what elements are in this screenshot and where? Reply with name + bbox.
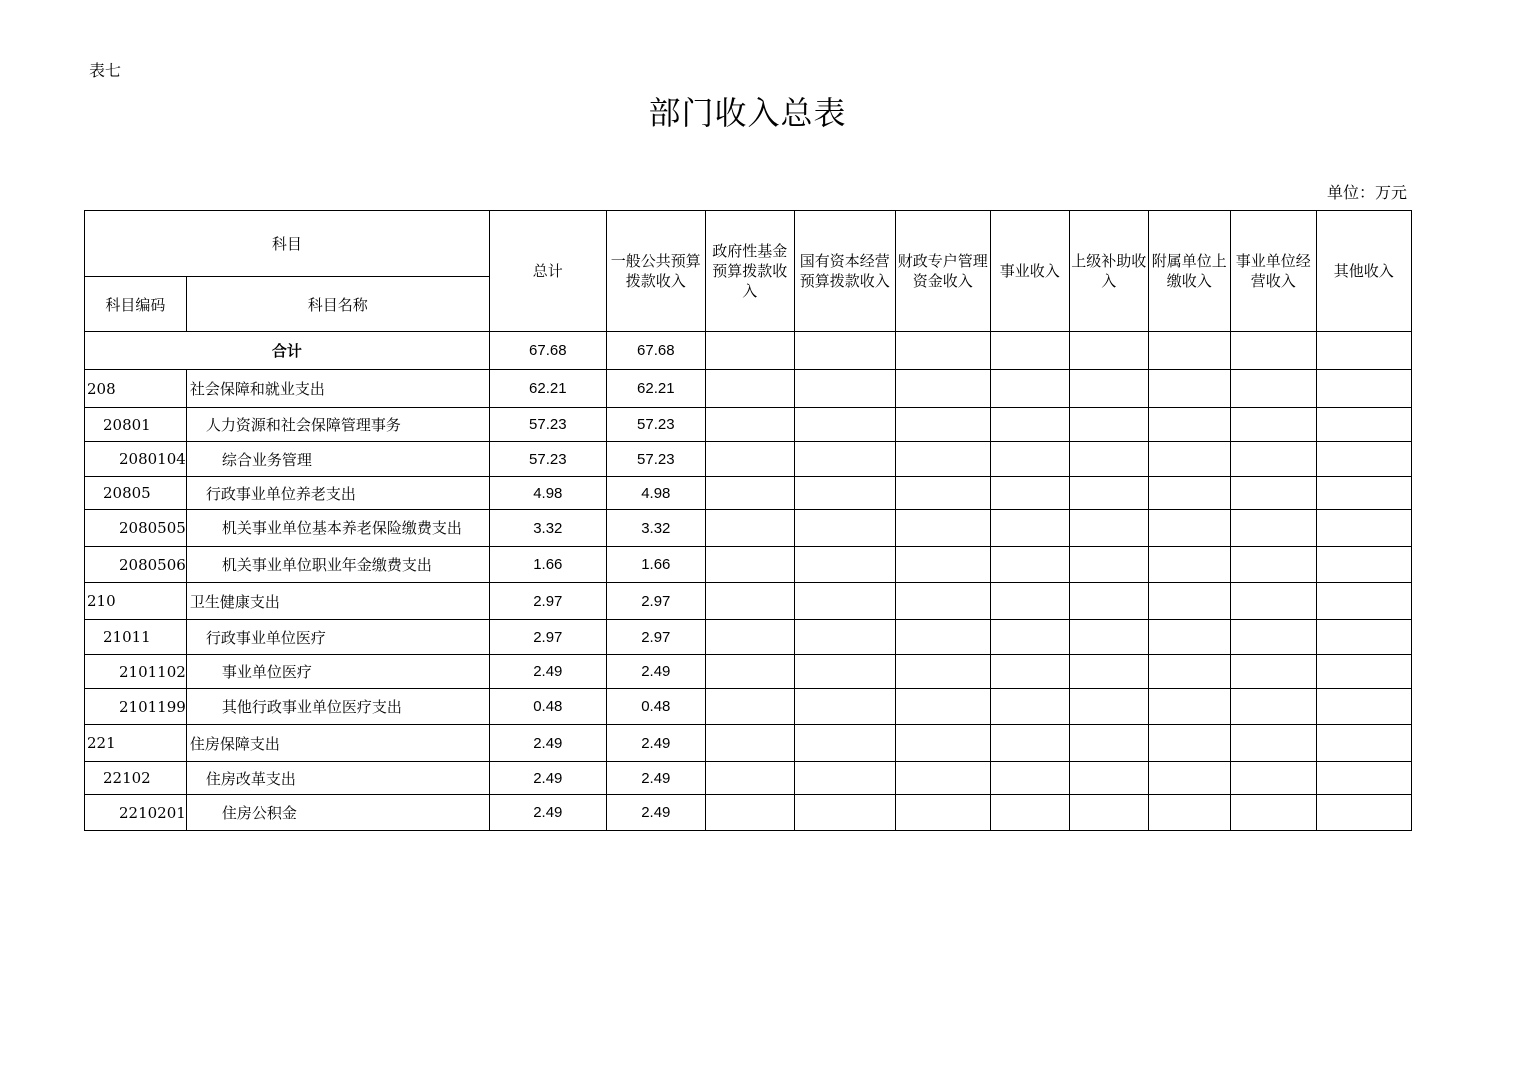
total-cell: 2.49 <box>489 795 606 831</box>
empty-cell <box>1230 620 1316 655</box>
total-cell: 62.21 <box>489 370 606 408</box>
table-row <box>85 620 1412 655</box>
total-cell: 0.48 <box>489 689 606 725</box>
subject-code-header: 科目编码 <box>85 277 187 332</box>
empty-cell <box>1316 795 1411 831</box>
empty-cell <box>1069 655 1148 689</box>
subject-code-cell: 2080506 <box>85 547 187 583</box>
subject-name-cell: 行政事业单位医疗 <box>186 620 489 655</box>
empty-cell <box>705 408 794 442</box>
empty-cell <box>1230 762 1316 795</box>
empty-cell <box>1148 547 1230 583</box>
empty-cell <box>794 620 895 655</box>
general-budget-cell: 3.32 <box>606 510 705 547</box>
empty-cell <box>705 620 794 655</box>
empty-cell <box>794 408 895 442</box>
column-header-superior-subsidy: 上级补助收入 <box>1069 211 1148 332</box>
total-cell: 2.97 <box>489 620 606 655</box>
empty-cell <box>895 370 990 408</box>
empty-cell <box>1069 510 1148 547</box>
empty-cell <box>895 795 990 831</box>
table-row <box>85 477 1412 510</box>
subject-name-cell: 机关事业单位职业年金缴费支出 <box>186 547 489 583</box>
empty-cell <box>1148 510 1230 547</box>
subject-code-cell: 2080505 <box>85 510 187 547</box>
empty-cell <box>990 762 1069 795</box>
empty-cell <box>895 583 990 620</box>
subject-name-cell: 行政事业单位养老支出 <box>186 477 489 510</box>
empty-cell <box>990 510 1069 547</box>
empty-cell <box>1230 583 1316 620</box>
table-row <box>85 655 1412 689</box>
empty-cell <box>1316 408 1411 442</box>
column-header-total: 总计 <box>489 211 606 332</box>
subject-code-cell: 22102 <box>85 762 187 795</box>
empty-cell <box>1316 442 1411 477</box>
table-row <box>85 689 1412 725</box>
subject-code-cell: 21011 <box>85 620 187 655</box>
general-budget-cell: 1.66 <box>606 547 705 583</box>
column-header-affiliated-unit: 附属单位上缴收入 <box>1148 211 1230 332</box>
income-summary-table <box>84 210 1412 831</box>
table-row <box>85 583 1412 620</box>
general-budget-cell: 2.49 <box>606 725 705 762</box>
empty-cell <box>1069 762 1148 795</box>
empty-cell <box>705 547 794 583</box>
empty-cell <box>705 655 794 689</box>
table-row <box>85 442 1412 477</box>
empty-cell <box>794 762 895 795</box>
empty-cell <box>794 332 895 370</box>
header-row-top <box>85 211 1412 277</box>
empty-cell <box>1148 689 1230 725</box>
empty-cell <box>705 689 794 725</box>
empty-cell <box>1069 408 1148 442</box>
empty-cell <box>1230 442 1316 477</box>
column-header-special-account: 财政专户管理资金收入 <box>895 211 990 332</box>
empty-cell <box>1069 689 1148 725</box>
empty-cell <box>895 689 990 725</box>
empty-cell <box>1069 477 1148 510</box>
total-row-label: 合计 <box>85 332 490 370</box>
empty-cell <box>1230 510 1316 547</box>
subject-code-cell: 2080104 <box>85 442 187 477</box>
empty-cell <box>1148 370 1230 408</box>
empty-cell <box>1316 689 1411 725</box>
total-row-general-budget: 67.68 <box>606 332 705 370</box>
empty-cell <box>990 547 1069 583</box>
table-row <box>85 725 1412 762</box>
subject-code-cell: 20805 <box>85 477 187 510</box>
empty-cell <box>1230 795 1316 831</box>
unit-label: 单位：万元 <box>1326 183 1407 202</box>
empty-cell <box>990 620 1069 655</box>
empty-cell <box>990 583 1069 620</box>
empty-cell <box>1148 583 1230 620</box>
empty-cell <box>1230 477 1316 510</box>
general-budget-cell: 4.98 <box>606 477 705 510</box>
column-header-gov-fund: 政府性基金预算拨款收入 <box>705 211 794 332</box>
empty-cell <box>1316 583 1411 620</box>
total-cell: 3.32 <box>489 510 606 547</box>
empty-cell <box>794 583 895 620</box>
subject-name-cell: 事业单位医疗 <box>186 655 489 689</box>
subject-name-cell: 住房改革支出 <box>186 762 489 795</box>
empty-cell <box>895 725 990 762</box>
empty-cell <box>794 442 895 477</box>
empty-cell <box>1230 725 1316 762</box>
empty-cell <box>990 477 1069 510</box>
empty-cell <box>1069 370 1148 408</box>
general-budget-cell: 2.49 <box>606 655 705 689</box>
empty-cell <box>794 795 895 831</box>
empty-cell <box>990 725 1069 762</box>
empty-cell <box>1316 477 1411 510</box>
empty-cell <box>1148 332 1230 370</box>
empty-cell <box>705 442 794 477</box>
empty-cell <box>1069 725 1148 762</box>
empty-cell <box>1230 655 1316 689</box>
empty-cell <box>1148 442 1230 477</box>
subject-name-cell: 机关事业单位基本养老保险缴费支出 <box>186 510 489 547</box>
empty-cell <box>895 408 990 442</box>
empty-cell <box>895 477 990 510</box>
empty-cell <box>1148 655 1230 689</box>
empty-cell <box>794 725 895 762</box>
table-row <box>85 795 1412 831</box>
empty-cell <box>1069 583 1148 620</box>
empty-cell <box>1230 370 1316 408</box>
empty-cell <box>794 689 895 725</box>
subject-code-cell: 2101102 <box>85 655 187 689</box>
total-cell: 4.98 <box>489 477 606 510</box>
column-header-business-income: 事业收入 <box>990 211 1069 332</box>
table-row <box>85 370 1412 408</box>
empty-cell <box>1230 408 1316 442</box>
empty-cell <box>990 795 1069 831</box>
general-budget-cell: 0.48 <box>606 689 705 725</box>
table-row <box>85 762 1412 795</box>
empty-cell <box>705 370 794 408</box>
empty-cell <box>794 477 895 510</box>
empty-cell <box>1230 547 1316 583</box>
empty-cell <box>990 408 1069 442</box>
total-cell: 2.97 <box>489 583 606 620</box>
empty-cell <box>705 795 794 831</box>
table-number-label: 表七 <box>89 61 122 80</box>
general-budget-cell: 57.23 <box>606 408 705 442</box>
empty-cell <box>1148 620 1230 655</box>
empty-cell <box>1148 477 1230 510</box>
subject-name-cell: 其他行政事业单位医疗支出 <box>186 689 489 725</box>
general-budget-cell: 2.97 <box>606 583 705 620</box>
empty-cell <box>895 442 990 477</box>
empty-cell <box>1316 370 1411 408</box>
empty-cell <box>705 510 794 547</box>
empty-cell <box>895 655 990 689</box>
column-header-other-income: 其他收入 <box>1316 211 1411 332</box>
subject-name-cell: 卫生健康支出 <box>186 583 489 620</box>
empty-cell <box>895 510 990 547</box>
page-title: 部门收入总表 <box>648 94 847 132</box>
general-budget-cell: 57.23 <box>606 442 705 477</box>
subject-code-cell: 20801 <box>85 408 187 442</box>
subject-name-cell: 社会保障和就业支出 <box>186 370 489 408</box>
total-row <box>85 332 1412 370</box>
empty-cell <box>705 477 794 510</box>
empty-cell <box>1316 510 1411 547</box>
empty-cell <box>1148 408 1230 442</box>
subject-name-cell: 综合业务管理 <box>186 442 489 477</box>
general-budget-cell: 62.21 <box>606 370 705 408</box>
empty-cell <box>1316 547 1411 583</box>
subject-name-header: 科目名称 <box>186 277 489 332</box>
empty-cell <box>1148 725 1230 762</box>
empty-cell <box>705 583 794 620</box>
empty-cell <box>1069 442 1148 477</box>
total-cell: 57.23 <box>489 442 606 477</box>
empty-cell <box>1069 547 1148 583</box>
empty-cell <box>1069 620 1148 655</box>
empty-cell <box>990 370 1069 408</box>
general-budget-cell: 2.97 <box>606 620 705 655</box>
empty-cell <box>794 547 895 583</box>
empty-cell <box>990 442 1069 477</box>
empty-cell <box>895 762 990 795</box>
empty-cell <box>705 332 794 370</box>
column-header-general-budget: 一般公共预算拨款收入 <box>606 211 705 332</box>
empty-cell <box>1316 332 1411 370</box>
table-row <box>85 510 1412 547</box>
empty-cell <box>1148 795 1230 831</box>
general-budget-cell: 2.49 <box>606 762 705 795</box>
table-row <box>85 547 1412 583</box>
empty-cell <box>794 655 895 689</box>
subject-code-cell: 2210201 <box>85 795 187 831</box>
empty-cell <box>794 370 895 408</box>
general-budget-cell: 2.49 <box>606 795 705 831</box>
total-cell: 1.66 <box>489 547 606 583</box>
empty-cell <box>1316 725 1411 762</box>
total-row-total: 67.68 <box>489 332 606 370</box>
empty-cell <box>1316 655 1411 689</box>
total-cell: 57.23 <box>489 408 606 442</box>
empty-cell <box>1148 762 1230 795</box>
subject-name-cell: 住房保障支出 <box>186 725 489 762</box>
empty-cell <box>990 689 1069 725</box>
empty-cell <box>990 655 1069 689</box>
empty-cell <box>1069 332 1148 370</box>
subject-header: 科目 <box>85 211 490 277</box>
column-header-unit-operation: 事业单位经营收入 <box>1230 211 1316 332</box>
subject-name-cell: 人力资源和社会保障管理事务 <box>186 408 489 442</box>
subject-code-cell: 2101199 <box>85 689 187 725</box>
subject-name-cell: 住房公积金 <box>186 795 489 831</box>
total-cell: 2.49 <box>489 725 606 762</box>
empty-cell <box>705 725 794 762</box>
empty-cell <box>895 620 990 655</box>
subject-code-cell: 208 <box>85 370 187 408</box>
empty-cell <box>990 332 1069 370</box>
subject-code-cell: 221 <box>85 725 187 762</box>
empty-cell <box>1069 795 1148 831</box>
empty-cell <box>1316 762 1411 795</box>
column-header-state-capital: 国有资本经营预算拨款收入 <box>794 211 895 332</box>
total-cell: 2.49 <box>489 655 606 689</box>
total-cell: 2.49 <box>489 762 606 795</box>
empty-cell <box>895 332 990 370</box>
empty-cell <box>895 547 990 583</box>
empty-cell <box>1316 620 1411 655</box>
empty-cell <box>794 510 895 547</box>
empty-cell <box>1230 689 1316 725</box>
empty-cell <box>1230 332 1316 370</box>
table-row <box>85 408 1412 442</box>
empty-cell <box>705 762 794 795</box>
subject-code-cell: 210 <box>85 583 187 620</box>
